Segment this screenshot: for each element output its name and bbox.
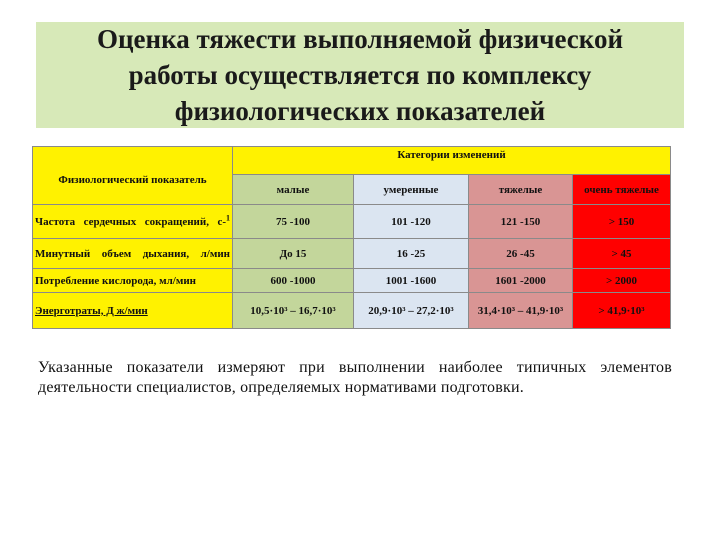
indicator-header: Физиологический показатель [58,173,207,186]
indicator-energy [33,293,233,329]
table-cell: 20,9·10³ – 27,2·10³ [354,293,469,329]
indicator-oxygen: Потребление кислорода, мл/мин [33,269,233,293]
table-cell: 16 -25 [354,239,469,269]
category-header-small: малые [233,175,354,205]
title-banner [36,22,684,128]
category-header-heavy: тяжелые [469,175,573,205]
title-line: работы осуществляется по комплексу [128,60,592,90]
title-line: физиологических показателей [174,96,546,126]
table-cell: 101 -120 [354,205,469,239]
table-cell: 26 -45 [469,239,573,269]
category-header-very-heavy: очень тяжелые [573,175,671,205]
table-cell: ˃ 41,9·10³ [573,293,671,329]
table-cell: 10,5·10³ – 16,7·10³ [233,293,354,329]
table-cell: 1001 -1600 [354,269,469,293]
table-cell: 31,4·10³ – 41,9·10³ [469,293,573,329]
indicator-header-cell [33,147,233,205]
table-cell: 600 -1000 [233,269,354,293]
physiology-table [32,146,670,328]
indicator-minute-volume [33,239,233,269]
table-cell: ˃ 150 [573,205,671,239]
table-cell: 1601 -2000 [469,269,573,293]
table-cell: 75 -100 [233,205,354,239]
table-cell: 121 -150 [469,205,573,239]
indicator-label: Частота сердечных сокращений, с- [35,215,226,228]
category-header-moderate: умеренные [354,175,469,205]
indicator-label: Минутный объем дыхания, л/мин [35,247,230,260]
slide-title [80,21,640,129]
categories-header: Категории изменений [233,147,671,175]
table-cell: До 15 [233,239,354,269]
indicator-superscript: 1 [226,212,230,222]
body-paragraph: Указанные показатели измеряют при выполнении наиболее типичных элементов деятельности специалистов, определяемых нормативами подготовки. [38,359,672,396]
table-cell: ˃ 2000 [573,269,671,293]
indicator-heart-rate [33,205,233,239]
title-line: Оценка тяжести выполняемой физической [96,24,624,54]
indicator-label: Энерготраты, Д ж/мин [35,304,148,317]
table-cell: ˃ 45 [573,239,671,269]
